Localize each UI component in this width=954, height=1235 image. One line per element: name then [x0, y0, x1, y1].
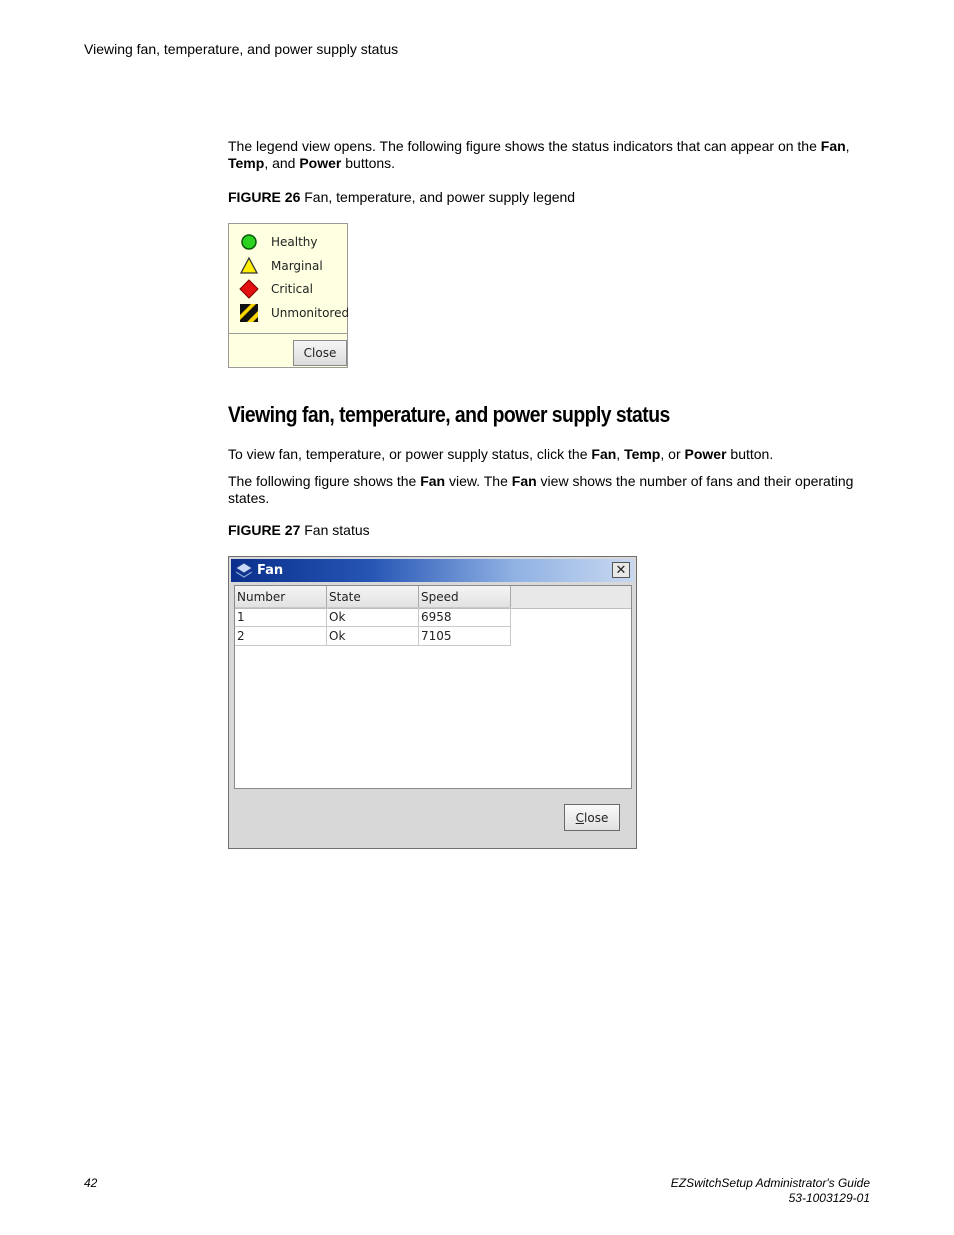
figure-26-caption: [228, 189, 575, 205]
green-circle-icon: [239, 232, 259, 252]
p2-text-3: view shows the number of fans and their operating states.: [228, 473, 854, 506]
legend-item-critical: [239, 279, 313, 299]
legend-divider: [229, 333, 347, 334]
p1-text-3: , or: [660, 446, 685, 462]
close-mnemonic: C: [575, 810, 585, 825]
app-logo-icon: [235, 562, 253, 580]
table-header-row: [235, 586, 511, 608]
footer-doc-title: EZSwitchSetup Administrator's Guide: [670, 1176, 870, 1190]
footer-doc-number: 53-1003129-01: [788, 1191, 870, 1205]
cell-speed: 7105: [419, 627, 511, 646]
dialog-title: Fan: [257, 563, 284, 578]
p1-bold-power: Power: [684, 446, 727, 462]
fan-status-dialog: [228, 556, 637, 849]
legend-close-button[interactable]: Close: [293, 340, 347, 366]
status-legend-panel: [228, 223, 348, 368]
yellow-triangle-icon: [239, 256, 259, 276]
cell-number: 1: [235, 608, 327, 627]
legend-item-unmonitored: [239, 303, 349, 323]
column-header-state[interactable]: State: [327, 586, 419, 608]
close-icon[interactable]: ✕: [612, 562, 630, 578]
close-label-rest: lose: [584, 810, 609, 825]
red-diamond-icon: [239, 279, 259, 299]
close-button[interactable]: [564, 804, 620, 831]
figure-26-text: Fan, temperature, and power supply legend: [300, 189, 576, 205]
intro-bold-fan: Fan: [820, 138, 846, 154]
table-row[interactable]: [235, 627, 511, 646]
cell-state: Ok: [327, 608, 419, 627]
black-yellow-striped-icon: [239, 303, 259, 323]
figure-26-label: FIGURE 26: [228, 189, 301, 205]
intro-bold-temp: Temp: [228, 155, 265, 171]
page-number: 42: [84, 1176, 98, 1190]
legend-item-marginal: [239, 256, 323, 276]
legend-item-healthy: [239, 232, 318, 252]
intro-bold-power: Power: [299, 155, 342, 171]
dialog-title-bar[interactable]: [231, 559, 634, 582]
intro-text-3: , and: [264, 155, 300, 171]
figure-27-label: FIGURE 27: [228, 522, 301, 538]
intro-text-1: The legend view opens. The following figure shows the status indicators that can appear on the: [228, 138, 821, 154]
fan-table: [235, 586, 511, 646]
p2-text-1: The following figure shows the: [228, 473, 421, 489]
intro-text-4: buttons.: [341, 155, 396, 171]
p2-bold-fan-1: Fan: [420, 473, 446, 489]
legend-label-healthy: Healthy: [271, 235, 318, 249]
figure-27-text: Fan status: [300, 522, 370, 538]
legend-label-unmonitored: Unmonitored: [271, 306, 350, 320]
section-title: Viewing fan, temperature, and power supply status: [228, 402, 670, 427]
intro-text-2: ,: [845, 138, 850, 154]
cell-number: 2: [235, 627, 327, 646]
figure-27-caption: [228, 522, 370, 538]
paragraph-fan-view: [228, 473, 868, 507]
p1-text-2: ,: [616, 446, 625, 462]
fan-table-area: [234, 585, 632, 789]
p1-text-4: button.: [726, 446, 774, 462]
p1-text-1: To view fan, temperature, or power supply status, click the: [228, 446, 592, 462]
intro-paragraph: [228, 138, 868, 172]
cell-state: Ok: [327, 627, 419, 646]
column-header-speed[interactable]: Speed: [419, 586, 511, 608]
column-header-number[interactable]: Number: [235, 586, 327, 608]
running-head: Viewing fan, temperature, and power supply status: [84, 41, 399, 57]
legend-label-marginal: Marginal: [271, 259, 323, 273]
p2-text-2: view. The: [445, 473, 512, 489]
legend-label-critical: Critical: [271, 282, 313, 296]
p1-bold-temp: Temp: [624, 446, 661, 462]
cell-speed: 6958: [419, 608, 511, 627]
paragraph-view-status: [228, 446, 868, 463]
p2-bold-fan-2: Fan: [511, 473, 537, 489]
p1-bold-fan: Fan: [591, 446, 617, 462]
footer-doc-info: [560, 1176, 870, 1206]
table-row[interactable]: [235, 608, 511, 627]
